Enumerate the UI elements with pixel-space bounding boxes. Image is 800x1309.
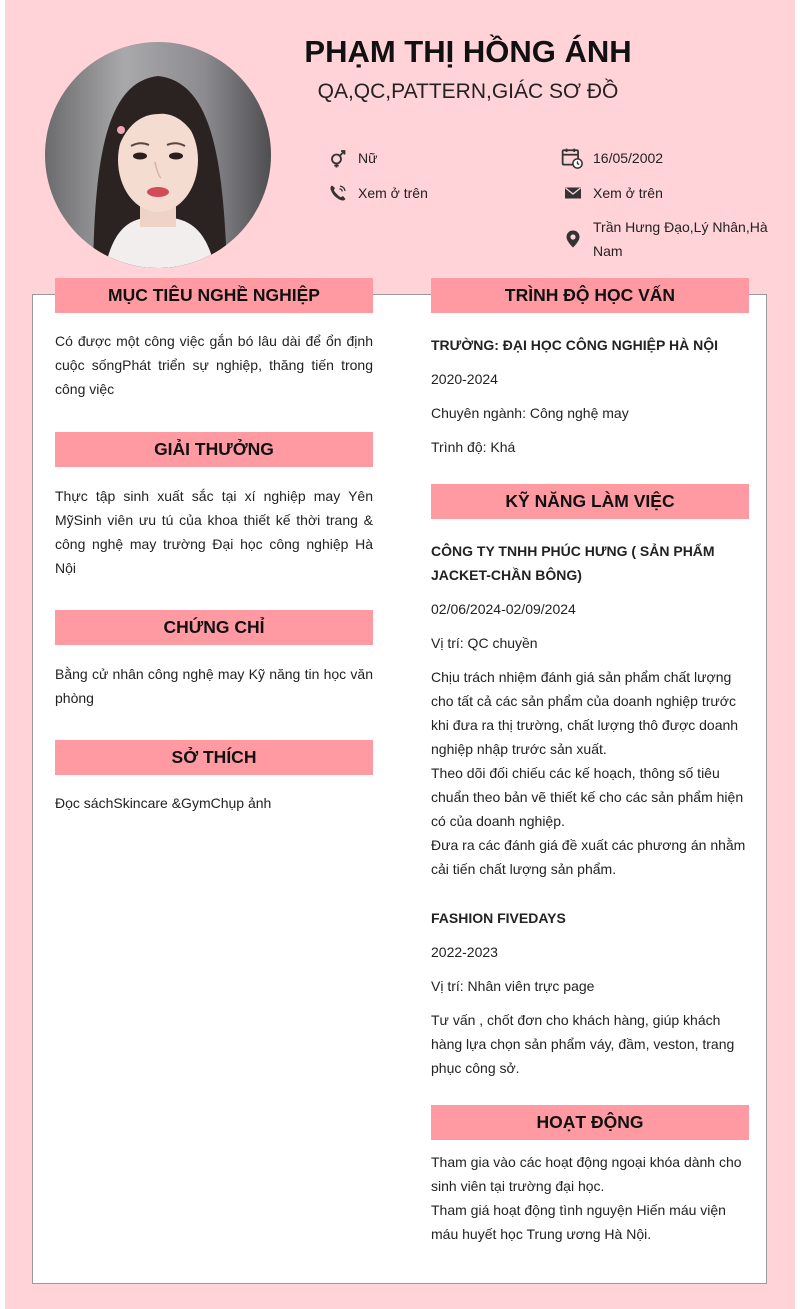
job2-desc: Tư vấn , chốt đơn cho khách hàng, giúp khách hàng lựa chọn sản phẩm váy, đầm, veston, trang phục công sở. (431, 1012, 735, 1076)
right-column (431, 278, 749, 1246)
birthday-value: 16/05/2002 (593, 150, 664, 166)
objective-heading: MỤC TIÊU NGHỀ NGHIỆP (55, 278, 373, 313)
info-gender (328, 146, 377, 170)
education-heading: TRÌNH ĐỘ HỌC VẤN (431, 278, 749, 313)
certificates-text: Bằng cử nhân công nghệ may Kỹ năng tin học văn phòng (55, 666, 373, 706)
hobbies-heading: SỞ THÍCH (55, 740, 373, 775)
awards-heading: GIẢI THƯỞNG (55, 432, 373, 467)
gender-icon (328, 148, 348, 168)
certificates-heading: CHỨNG CHỈ (55, 610, 373, 645)
job1-desc-1: Chịu trách nhiệm đánh giá sản phẩm chất lượng cho tất cả các sản phẩm của doanh nghiệp trước khi đưa ra thị trường, chất lượng thô được doanh nghiệp nhập trước sản xuất. (431, 669, 739, 757)
job1-position: Vị trí: QC chuyền (431, 635, 538, 651)
info-birthday (561, 146, 663, 170)
education-years: 2020-2024 (431, 371, 498, 387)
job2-company: FASHION FIVEDAYS (431, 910, 566, 926)
candidate-name: PHẠM THỊ HỒNG ÁNH (304, 34, 632, 69)
job1-desc-3: Đưa ra các đánh giá đề xuất các phương án nhằm cải tiến chất lượng sản phẩm. (431, 837, 746, 877)
hobbies-text: Đọc sáchSkincare &GymChụp ảnh (55, 795, 272, 811)
education-major: Chuyên ngành: Công nghệ may (431, 405, 629, 421)
activities-heading: HOẠT ĐỘNG (431, 1105, 749, 1140)
gender-value: Nữ (358, 150, 378, 166)
info-address (563, 215, 773, 263)
job1-desc-2: Theo dõi đối chiếu các kế hoạch, thông số tiêu chuẩn theo bản vẽ thiết kế cho các sản phẩm hiện có của doanh nghiệp. (431, 765, 744, 829)
calendar-icon (561, 147, 583, 169)
phone-value: Xem ở trên (358, 185, 428, 201)
awards-text: Thực tập sinh xuất sắc tại xí nghiệp may Yên MỹSinh viên ưu tú của khoa thiết kế thời trang & công nghệ may trường Đại học công nghiệp Hà Nội (55, 488, 373, 576)
candidate-role: QA,QC,PATTERN,GIÁC SƠ ĐỒ (317, 80, 619, 103)
email-value: Xem ở trên (593, 185, 663, 201)
education-school: TRƯỜNG: ĐẠI HỌC CÔNG NGHIỆP HÀ NỘI (431, 337, 718, 353)
job1-company: CÔNG TY TNHH PHÚC HƯNG ( SẢN PHẨM JACKET-CHẦN BÔNG) (431, 543, 715, 583)
activities-text-1: Tham gia vào các hoạt động ngoại khóa dành cho sinh viên tại trường đại học. (431, 1154, 742, 1194)
cv-page (5, 0, 795, 1309)
email-icon (563, 183, 583, 203)
left-column (55, 278, 373, 815)
job1-dates: 02/06/2024-02/09/2024 (431, 601, 576, 617)
education-level: Trình độ: Khá (431, 439, 516, 455)
objective-text: Có được một công việc gắn bó lâu dài để ổn định cuộc sốngPhát triển sự nghiệp, thăng tiến trong công việc (55, 333, 373, 397)
phone-icon (328, 183, 348, 203)
job2-dates: 2022-2023 (431, 944, 498, 960)
avatar (45, 42, 271, 268)
address-value: Trần Hưng Đạo,Lý Nhân,Hà Nam (593, 219, 768, 259)
location-icon (563, 229, 583, 249)
activities-text-2: Tham giá hoạt động tình nguyện Hiến máu viện máu huyết học Trung ương Hà Nội. (431, 1202, 726, 1242)
work-heading: KỸ NĂNG LÀM VIỆC (431, 484, 749, 519)
info-phone (328, 181, 428, 205)
info-email (563, 181, 663, 205)
job2-position: Vị trí: Nhân viên trực page (431, 978, 595, 994)
